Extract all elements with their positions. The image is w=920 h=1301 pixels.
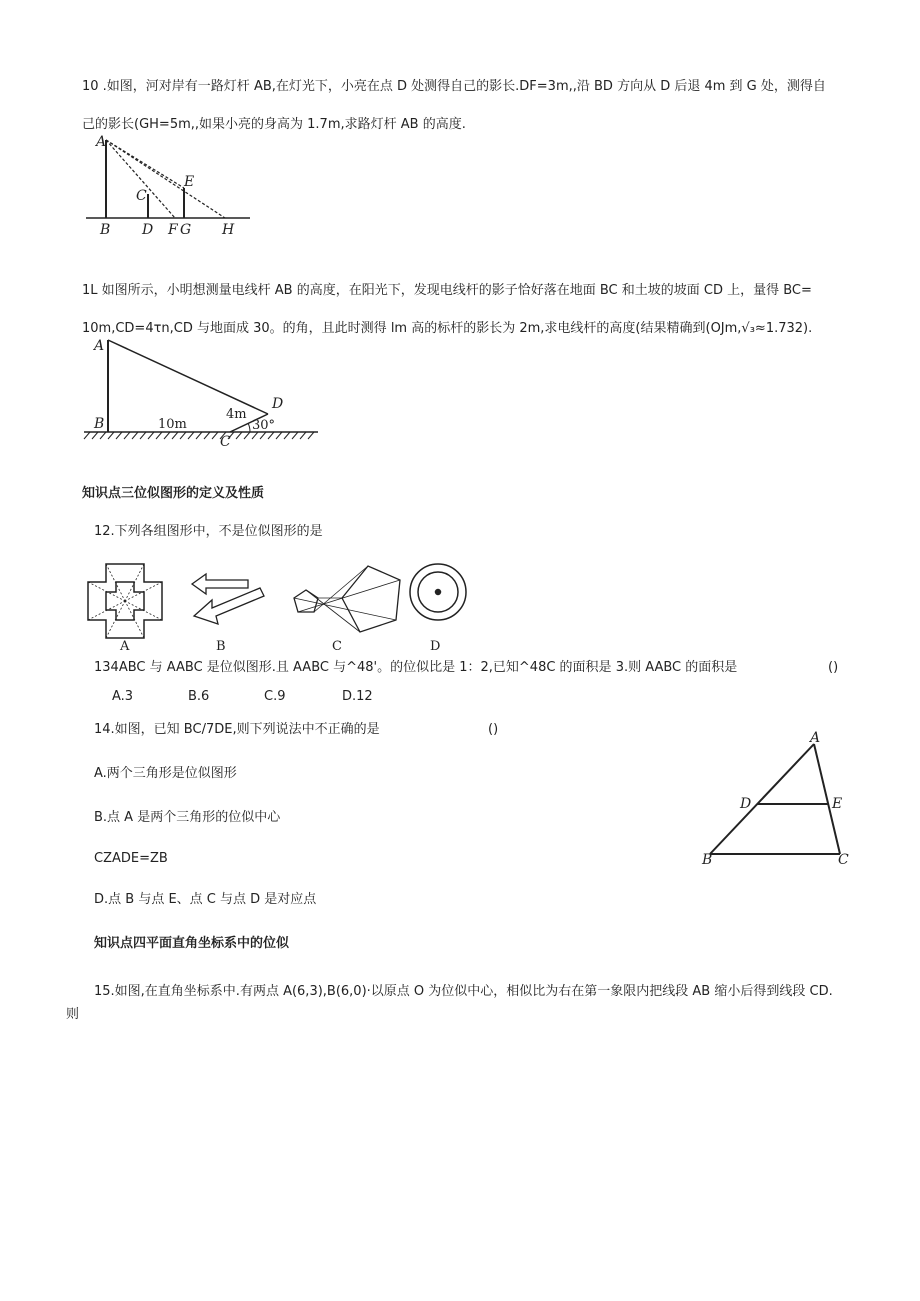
q13-choice-b: B.6: [188, 689, 210, 704]
q14-option-c: CZADE=ZB: [94, 851, 168, 866]
q11-label-angle: 30°: [252, 418, 276, 433]
q10-text-line2: 己的影长(GH=5m,,如果小亮的身高为 1.7m,求路灯杆 AB 的高度.: [82, 117, 466, 132]
section4-heading: 知识点四平面直角坐标系中的位似: [94, 936, 290, 951]
q12-figures: [80, 560, 480, 656]
q10-label-g: G: [180, 222, 192, 238]
q13-choice-a: A.3: [112, 689, 134, 704]
q14-label-c: C: [838, 852, 849, 868]
section3-heading: 知识点三位似图形的定义及性质: [82, 486, 265, 501]
q12-figure-d: [410, 564, 466, 620]
q11-label-cd: 4m: [226, 407, 247, 422]
q14-option-b: B.点 A 是两个三角形的位似中心: [94, 810, 281, 825]
q12-option-d: D: [430, 639, 441, 654]
q12-option-a: A: [120, 639, 130, 654]
q14-paren: (): [488, 722, 499, 737]
q12-text: 12.下列各组图形中，不是位似图形的是: [94, 524, 323, 539]
q14-figure: [700, 732, 860, 872]
q11-text-line1: 1L 如图所示，小明想测量电线杆 AB 的高度，在阳光下，发现电线杆的影子恰好落在地面 BC 和土坡的坡面 CD 上，量得 BC=: [82, 283, 812, 298]
q12-figure-a: [88, 564, 162, 638]
q14-label-b: B: [702, 852, 713, 868]
q10-figure: [80, 130, 270, 240]
q15-text-line1: 15.如图,在直角坐标系中.有两点 A(6,3),B(6,0)·以原点 O 为位似中心，相似比为右在第一象限内把线段 AB 缩小后得到线段 CD.: [94, 984, 833, 999]
q12-figure-c: [294, 566, 400, 632]
q14-option-a: A.两个三角形是位似图形: [94, 766, 237, 781]
q11-label-a: A: [94, 338, 105, 354]
q10-label-f: F: [168, 222, 178, 238]
q10-label-e: E: [184, 174, 195, 190]
q11-label-c: C: [220, 434, 231, 450]
q10-label-d: D: [142, 222, 154, 238]
q10-label-h: H: [222, 222, 235, 238]
q10-label-b: B: [100, 222, 111, 238]
q12-option-c: C: [332, 639, 342, 654]
q12-figure-b: [192, 574, 264, 624]
q13-choice-c: C.9: [264, 689, 286, 704]
q14-label-a: A: [810, 730, 821, 746]
q10-text-line1: 10 .如图，河对岸有一路灯杆 AB,在灯光下，小亮在点 D 处测得自己的影长.DF=3m,,沿 BD 方向从 D 后退 4m 到 G 处，测得自: [82, 79, 826, 94]
q13-text: 134ABC 与 AABC 是位似图形.且 AABC 与^48'。的位似比是 1：2,已知^48C 的面积是 3.则 AABC 的面积是: [94, 660, 738, 675]
q11-figure: [80, 336, 320, 450]
q13-choice-d: D.12: [342, 689, 373, 704]
q14-option-d: D.点 B 与点 E、点 C 与点 D 是对应点: [94, 892, 317, 907]
q11-text-line2: 10m,CD=4τn,CD 与地面成 30。的角，且此时测得 lm 高的标杆的影长为 2m,求电线杆的高度(结果精确到(OJm,√₃≈1.732).: [82, 321, 813, 336]
q14-text: 14.如图，已知 BC/7DE,则下列说法中不正确的是: [94, 722, 380, 737]
q13-paren: (): [828, 660, 839, 675]
q11-label-b: B: [94, 416, 105, 432]
q10-label-a: A: [96, 134, 107, 150]
q14-label-d: D: [740, 796, 752, 812]
q11-label-bc: 10m: [158, 417, 187, 432]
q15-text-line2: 则: [66, 1007, 80, 1022]
q12-option-b: B: [216, 639, 226, 654]
q14-label-e: E: [832, 796, 843, 812]
q10-label-c: C: [136, 188, 147, 204]
q11-label-d: D: [272, 396, 284, 412]
